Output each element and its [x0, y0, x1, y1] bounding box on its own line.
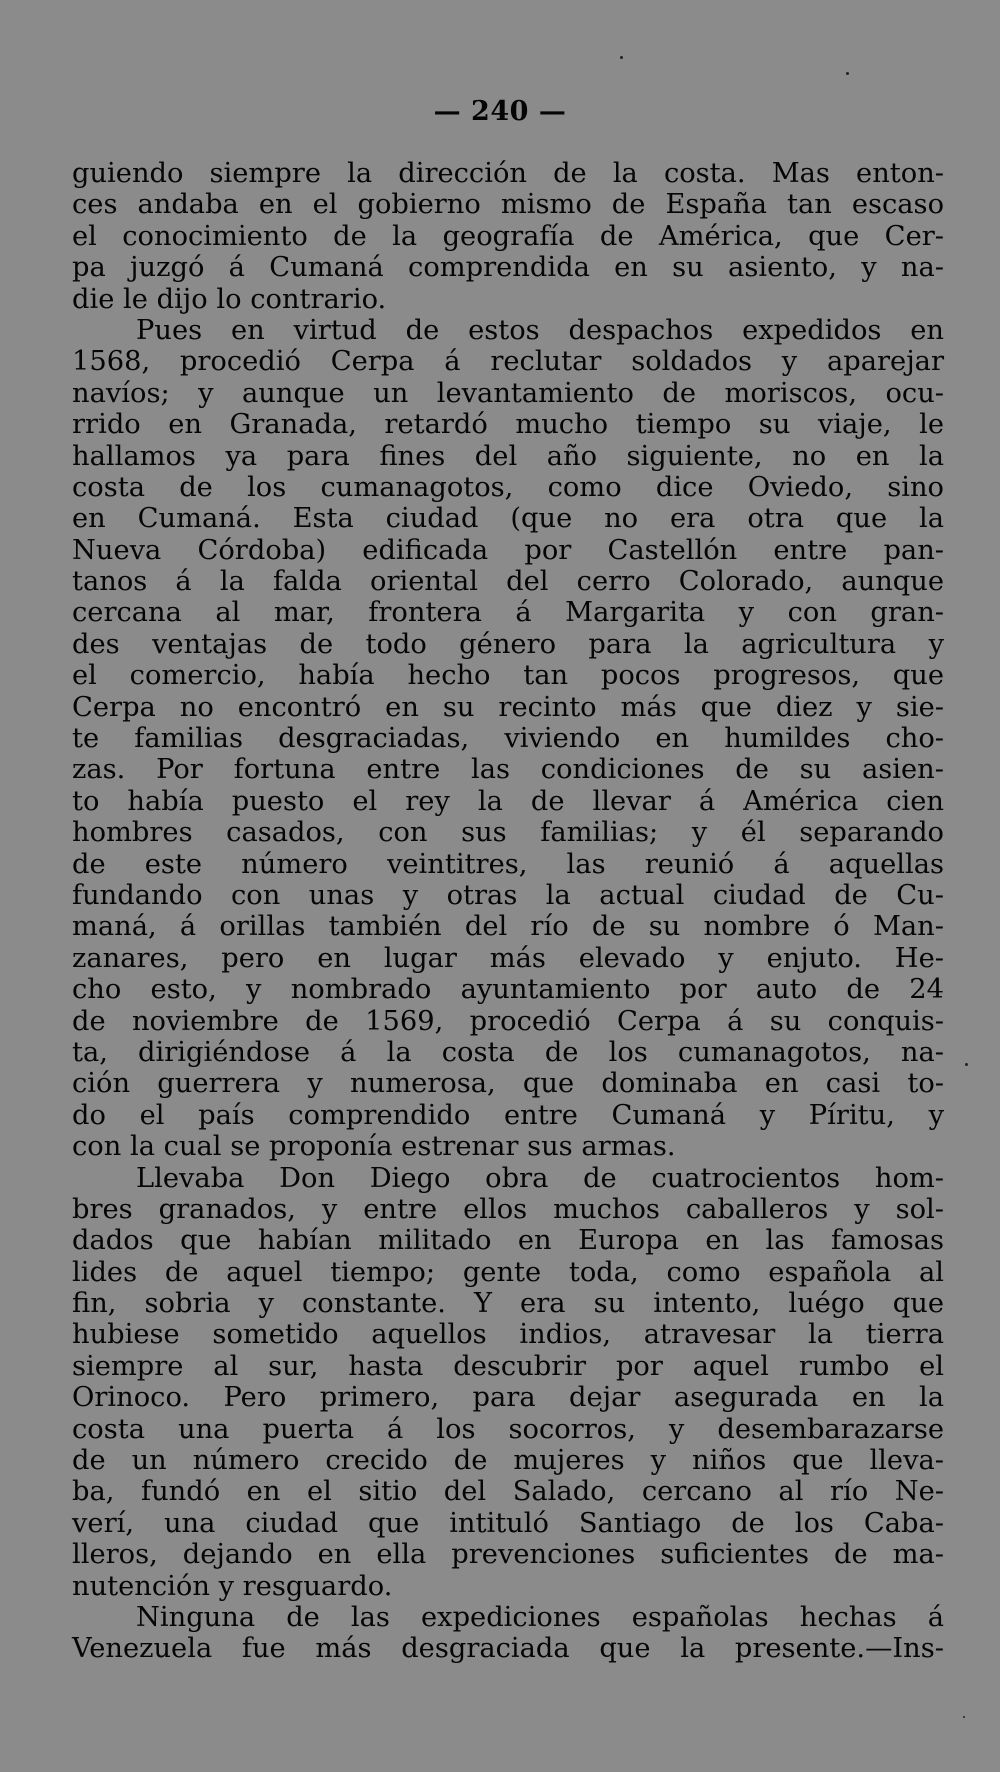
text-line: el comercio, había hecho tan pocos progresos, que	[72, 660, 944, 692]
text-line: costa una puerta á los socorros, y desembarazarse	[72, 1413, 944, 1445]
text-line: verí, una ciudad que intituló Santiago de los Caba-	[72, 1507, 944, 1539]
print-speck	[846, 72, 849, 75]
text-line: el conocimiento de la geografía de América, que Cer-	[72, 220, 944, 252]
text-line: ces andaba en el gobierno mismo de España tan escaso	[72, 189, 944, 221]
text-line: rrido en Granada, retardó mucho tiempo su viaje, le	[72, 409, 944, 441]
text-line: Nueva Córdoba) edificada por Castellón entre pan-	[72, 534, 944, 566]
text-line: navíos; y aunque un levantamiento de moriscos, ocu-	[72, 377, 944, 409]
text-line: hombres casados, con sus familias; y él separando	[72, 817, 944, 849]
text-line: guiendo siempre la dirección de la costa. Mas enton-	[72, 158, 944, 189]
text-line: Ninguna de las expediciones españolas hechas á	[136, 1601, 944, 1633]
text-line: cho esto, y nombrado ayuntamiento por auto de 24	[72, 974, 944, 1006]
text-line: Pues en virtud de estos despachos expedidos en	[136, 314, 944, 346]
text-line: 1568, procedió Cerpa á reclutar soldados y aparejar	[72, 346, 944, 378]
text-line: ba, fundó en el sitio del Salado, cercano al río Ne-	[72, 1476, 944, 1508]
text-line: zas. Por fortuna entre las condiciones de su asien-	[72, 754, 944, 786]
text-line: te familias desgraciadas, viviendo en humildes cho-	[72, 723, 944, 755]
text-line: ta, dirigiéndose á la costa de los cumanagotos, na-	[72, 1036, 944, 1068]
text-line: die le dijo lo contrario.	[72, 283, 387, 315]
text-line: hallamos ya para fines del año siguiente, no en la	[72, 440, 944, 472]
print-speck	[620, 56, 623, 59]
text-line: Venezuela fue más desgraciada que la presente.—Ins-	[72, 1633, 944, 1665]
print-speck	[965, 1063, 968, 1066]
text-body	[72, 158, 944, 1665]
text-line: de un número crecido de mujeres y niños que lleva-	[72, 1445, 944, 1477]
text-line: bres granados, y entre ellos muchos caballeros y sol-	[72, 1193, 944, 1225]
text-line: costa de los cumanagotos, como dice Oviedo, sino	[72, 471, 944, 503]
text-line: Llevaba Don Diego obra de cuatrocientos hom-	[136, 1162, 944, 1194]
text-line: Cerpa no encontró en su recinto más que diez y sie-	[72, 691, 944, 723]
text-line: pa juzgó á Cumaná comprendida en su asiento, y na-	[72, 252, 944, 284]
text-line: hubiese sometido aquellos indios, atravesar la tierra	[72, 1319, 944, 1351]
text-line: dados que habían militado en Europa en las famosas	[72, 1225, 944, 1257]
text-line: to había puesto el rey la de llevar á América cien	[72, 785, 944, 817]
text-line: zanares, pero en lugar más elevado y enjuto. He-	[72, 942, 944, 974]
text-line: de noviembre de 1569, procedió Cerpa á su conquis-	[72, 1005, 944, 1037]
text-line: do el país comprendido entre Cumaná y Píritu, y	[72, 1099, 944, 1131]
text-line: cercana al mar, frontera á Margarita y con gran-	[72, 597, 944, 629]
text-line: lides de aquel tiempo; gente toda, como española al	[72, 1256, 944, 1288]
text-line: nutención y resguardo.	[72, 1570, 393, 1602]
text-line: lleros, dejando en ella prevenciones suficientes de ma-	[72, 1539, 944, 1571]
text-line: de este número veintitres, las reunió á aquellas	[72, 848, 944, 880]
text-line: Orinoco. Pero primero, para dejar asegurada en la	[72, 1382, 944, 1414]
text-line: con la cual se proponía estrenar sus armas.	[72, 1131, 676, 1163]
text-line: des ventajas de todo género para la agricultura y	[72, 628, 944, 660]
text-line: maná, á orillas también del río de su nombre ó Man-	[72, 911, 944, 943]
text-line: fin, sobria y constante. Y era su intento, luégo que	[72, 1288, 944, 1320]
text-line: en Cumaná. Esta ciudad (que no era otra que la	[72, 503, 944, 535]
text-line: siempre al sur, hasta descubrir por aquel rumbo el	[72, 1350, 944, 1382]
page-number: — 240 —	[433, 96, 567, 127]
text-line: tanos á la falda oriental del cerro Colorado, aunque	[72, 566, 944, 598]
text-line: ción guerrera y numerosa, que dominaba en casi to-	[72, 1068, 944, 1100]
text-line: fundando con unas y otras la actual ciudad de Cu-	[72, 879, 944, 911]
print-speck	[963, 1716, 965, 1718]
